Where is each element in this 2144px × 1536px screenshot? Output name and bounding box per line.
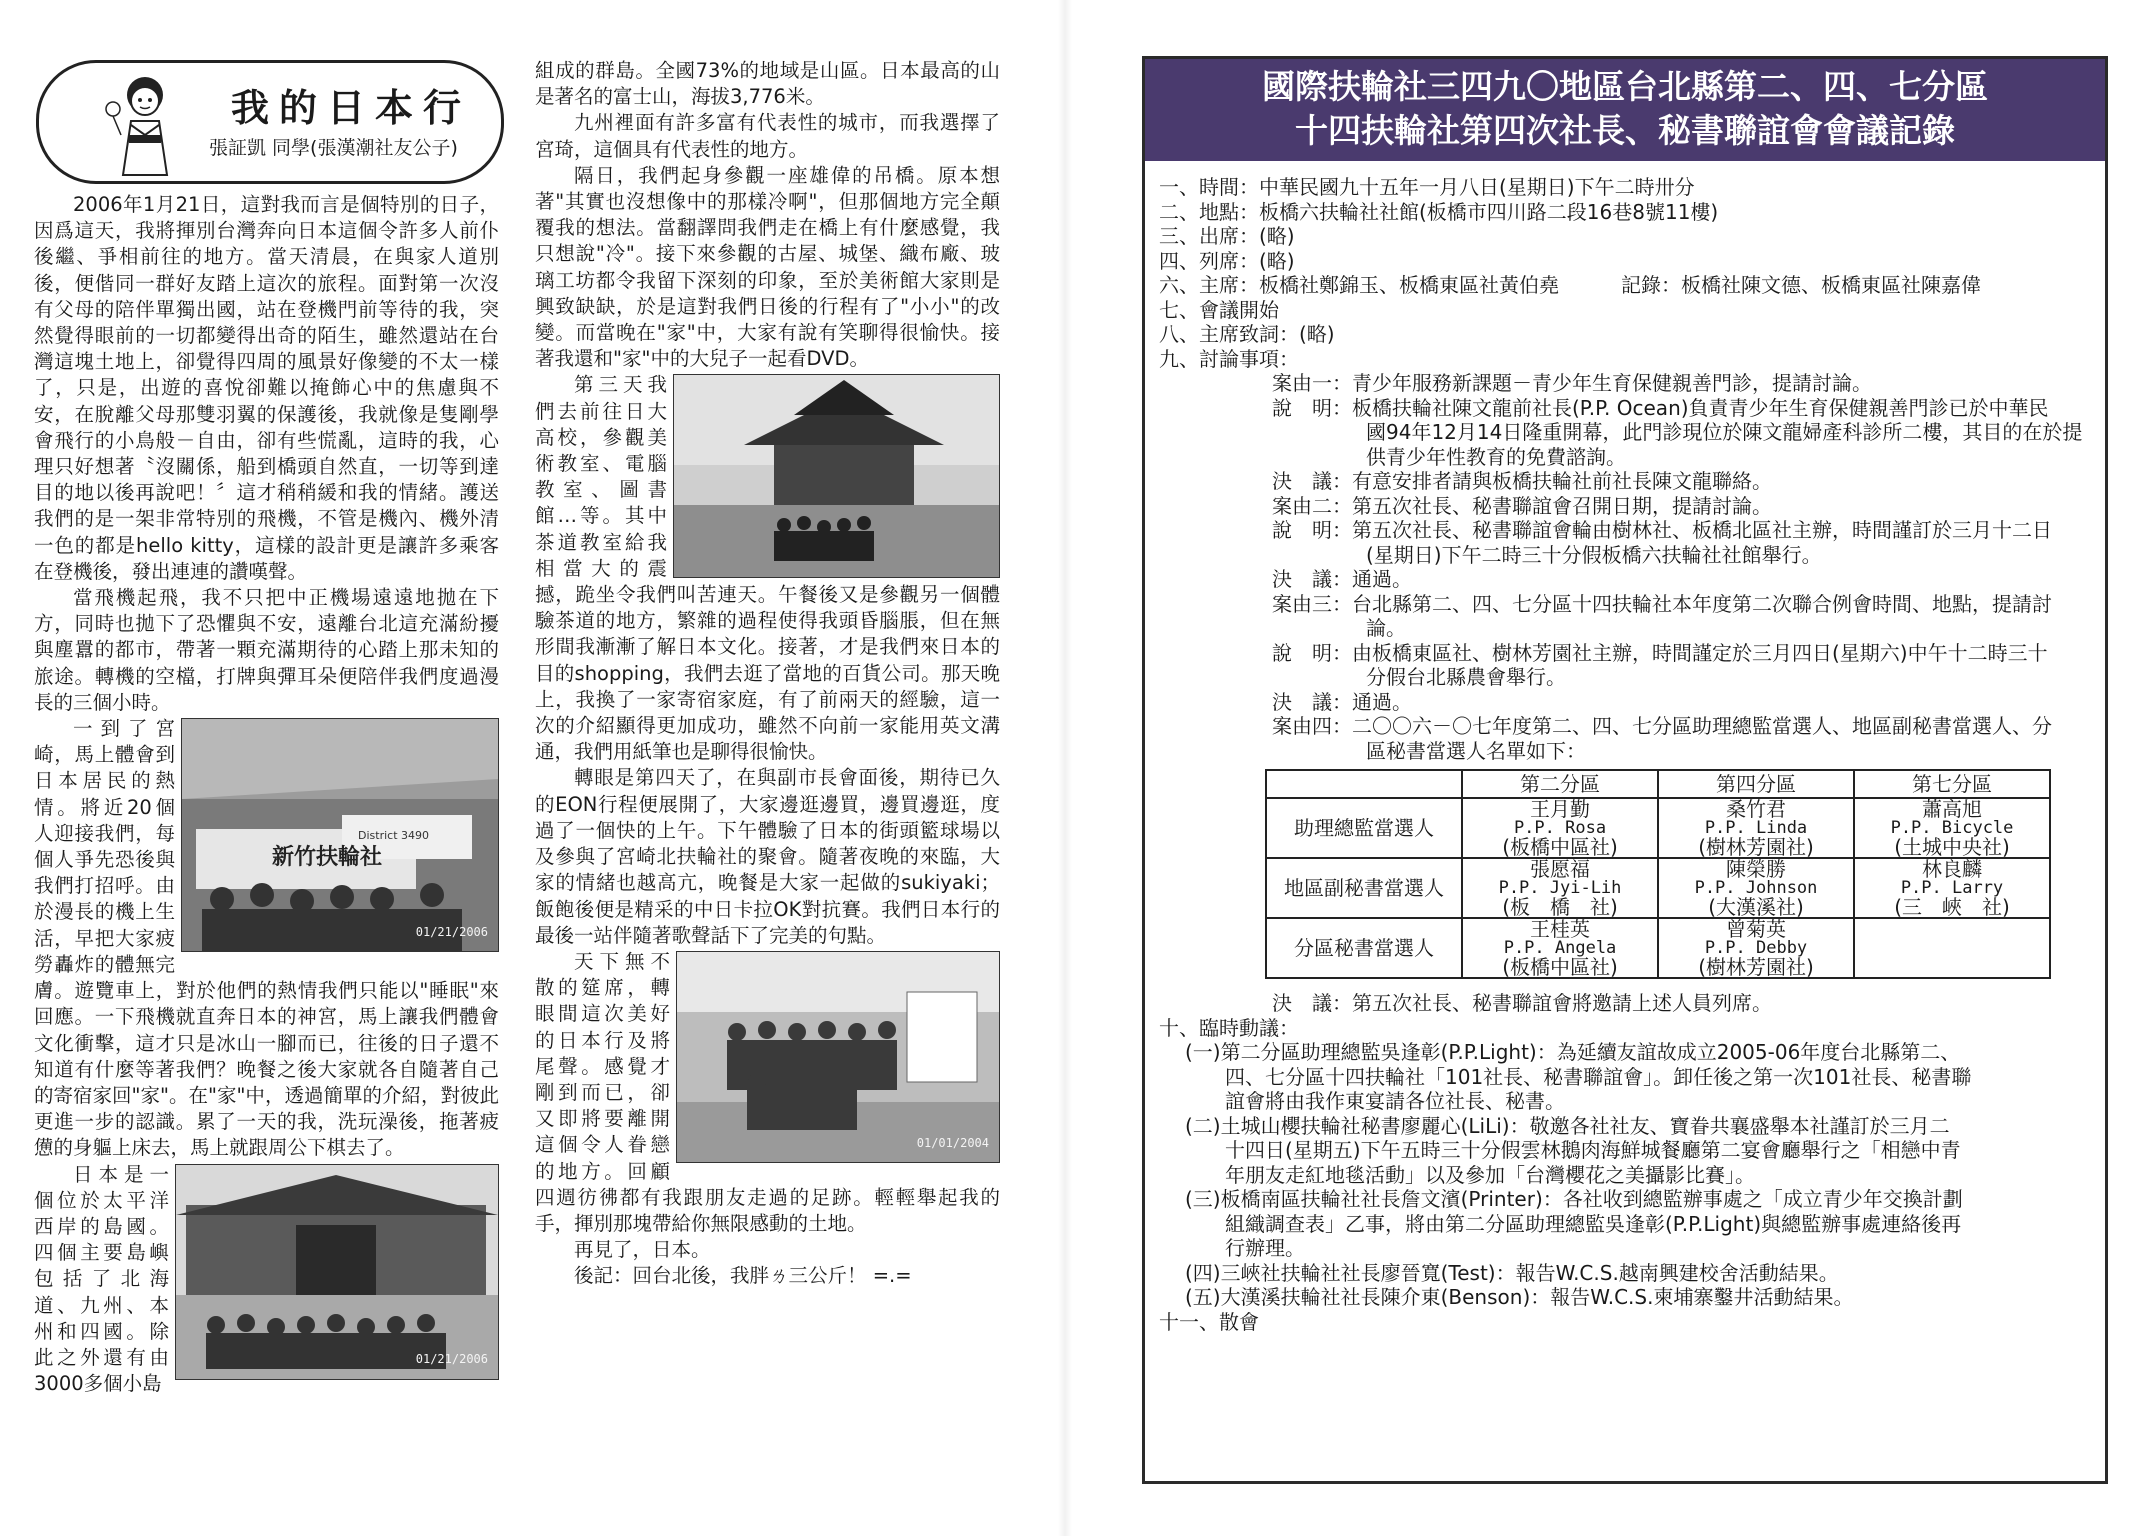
paragraph: 組成的群島。全國73%的地域是山區。日本最高的山是著名的富士山，海拔3,776米。	[535, 59, 1000, 109]
banner-text: 新竹扶輪社	[272, 845, 383, 871]
table-row	[1266, 918, 2050, 978]
paragraph: 日本是一個位於太平洋西岸的島國。四個主要島嶼包括了北海道、九州、本州和四國。除此之外還有由3000多個小島	[34, 1162, 169, 1396]
case-3-explanation: 說 明：由板橋東區社、樹林芳園社主辦，時間謹定於三月四日(星期六)中午十二時三十	[1272, 640, 2048, 665]
minutes-body: 一、時間：中華民國九十五年一月八日(星期日)下午二時卅分 二、地點：板橋六扶輪社社館(板橋市四川路二段16巷8號11樓) 三、出席：(略) 四、列席：(略) 六、主席：板橋社鄭錦玉、板橋東區社黃伯堯 記錄：板橋社陳文德、板橋東區社陳嘉偉 七、會議開始 八、主席致詞：(略) 九、討論事項： 案由一：青少年服務新課題－青少年生育保健親善門診，提請討論。 說 明：板橋扶輪社陳文龍前社長(P.P. Ocean)負責青少年生育保健親善門診已於中華民 國94年12月14日隆重開幕，此門診現位於陳文龍婦產科診所二樓，其目的在於提 供青少年性教育的免費諮詢。 決 議：有意安排者請與板橋扶輪社前社長陳文龍聯絡。 案由二：第五次社長、秘書聯誼會召開日期，提請討論。 說 明：第五次社長、秘書聯誼會輪由樹林社、板橋北區社主辦，時間謹訂於三月十二日 (星期日)下午二時三十分假板橋六扶輪社社館舉行。 決 議：通過。 案由三：台北縣第二、四、七分區十四扶輪社本年度第二次聯合例會時間、地點，提請討 論。 說 明：由板橋東區社、樹林芳園社主辦，時間謹定於三月四日(星期六)中午十二時三十 分假台北縣農會舉行。 決 議：通過。 案由四：二〇〇六－〇七年度第二、四、七分區助理總監當選人、地區副秘書當選人、分 區秘書當選人名單如下： 第二分區 第四分區 第七分區 助理總監當選人 王月勤 P.P. Rosa (板橋中區社) 桑竹君 P.P. Linda (樹林芳園社) 蕭高旭 P.P. Bicycle (土城中央社) 地區副秘書當選人 張愿福 P.P. Jyi-Lih (板 橋 社) 陳榮勝 P.P. Johnson (大漢溪社) 林良麟 P.P. Larry (三 峽 社) 分區秘書當選人 王桂英 P.P. Angela (板橋中區社) 曾菊英 P.P. Debby (樹林芳園社) 決 議：第五次社長、秘書聯誼會將邀請上述人員列席。 十、臨時動議： (一)第二分區助理總監吳逢彰(P.P.Light)：為延續友誼故成立2005-06年度台北縣第二、 四、七分區十四扶輪社「101社長、秘書聯誼會」。卸任後之第一次101社長、秘書聯 誼會將由我作東宴請各位社長、秘書。 (二)土城山櫻扶輪社秘書廖麗心(LiLi)：敬邀各社社友、寶眷共襄盛舉本社謹訂於三月二 十四日(星期五)下午五時三十分假雲林鵝肉海鮮城餐廳第二宴會廳舉行之「相戀中青 年朋友走紅地毯活動」以及參加「台灣櫻花之美攝影比賽」。 (三)板橋南區扶輪社社長詹文濱(Printer)：各社收到總監辦事處之「成立青少年交換計劃 組織調查表」乙事，將由第二分區助理總監吳逢彰(P.P.Light)與總監辦事處連絡後再 行辦理。 (四)三峽社扶輪社社長廖晉寬(Test)：報告W.C.S.越南興建校舍活動結果。 (五)大漢溪扶輪社社長陳介東(Benson)：報告W.C.S.柬埔寨鑿井活動結果。 十一、散會	[1159, 175, 2089, 1334]
item-open: 七、會議開始	[1159, 297, 1279, 322]
paragraph: 九州裡面有許多富有代表性的城市，而我選擇了宮琦，這個具有代表性的地方。	[535, 111, 1000, 161]
welcome-photo-image	[182, 719, 498, 951]
meeting-adjourned: 十一、散會	[1159, 1309, 1259, 1334]
article-title: 我的日本行	[231, 85, 472, 130]
article-column-1	[34, 192, 499, 1397]
role-cell: 分區秘書當選人	[1266, 918, 1462, 978]
candidate-cell: 林良麟 P.P. Larry (三 峽 社)	[1854, 858, 2050, 918]
photo-castle-group	[673, 374, 1000, 578]
case-4: 案由四：二〇〇六－〇七年度第二、四、七分區助理總監當選人、地區副秘書當選人、分	[1272, 714, 2052, 738]
item-chair: 六、主席：板橋社鄭錦玉、板橋東區社黃伯堯 記錄：板橋社陳文德、板橋東區社陳嘉偉	[1159, 273, 1981, 297]
district-text: District 3490	[358, 829, 430, 843]
minutes-title-line-1: 國際扶輪社三四九〇地區台北縣第二、四、七分區	[1262, 67, 1988, 106]
item-recorder: 記錄：	[1621, 273, 1681, 297]
photo-welcome-banner	[181, 718, 499, 952]
temporary-motions-heading: 十、臨時動議：	[1159, 1015, 1299, 1040]
candidate-cell: 王桂英 P.P. Angela (板橋中區社)	[1462, 918, 1658, 978]
table-row	[1266, 798, 2050, 858]
paragraph: 當飛機起飛，我不只把中正機場遠遠地拋在下方，同時也拋下了恐懼與不安，遠離台北這充滿紛擾與塵囂的都市，帶著一顆充滿期待的心踏上那未知的旅途。轉機的空檔，打牌與彈耳朵便陪伴我們度過漫長的三個小時。	[34, 586, 499, 714]
article-page	[0, 0, 1045, 1536]
paragraph: 天下無不散的筵席，轉眼間這次美好的日本行及將尾聲。感覺才剛到而已，卻又即將要離開這個令人眷戀的地方。回顧四週彷彿都有我跟朋友走過的足跡。輕輕舉起我的手，揮別那塊帶給你無限感動的土地。	[535, 949, 1000, 1235]
kimono-girl-illustration	[99, 71, 191, 177]
item-discussion: 九、討論事項：	[1159, 346, 1299, 371]
castle-photo-image	[674, 375, 999, 577]
table-header-row	[1266, 770, 2050, 798]
table-row	[1266, 858, 2050, 918]
photo-tatami-group	[676, 951, 1000, 1163]
table-header: 第四分區	[1658, 770, 1854, 798]
item-time: 一、時間：中華民國九十五年一月八日(星期日)下午二時卅分	[1159, 175, 1695, 199]
photo-shrine-group	[175, 1164, 499, 1380]
minutes-page	[1085, 0, 2144, 1536]
minutes-frame	[1142, 56, 2108, 1484]
candidate-cell: 蕭高旭 P.P. Bicycle (土城中央社)	[1854, 798, 2050, 858]
article-title-plaque	[36, 60, 504, 184]
case-3: 案由三：台北縣第二、四、七分區十四扶輪社本年度第二次聯合例會時間、地點，提請討	[1272, 591, 2052, 616]
case-3-resolution: 決 議：通過。	[1272, 689, 1412, 714]
case-2-explanation: 說 明：第五次社長、秘書聯誼會輪由樹林社、板橋北區社主辦，時間謹訂於三月十二日	[1272, 518, 2052, 542]
candidate-cell: 桑竹君 P.P. Linda (樹林芳園社)	[1658, 798, 1854, 858]
case-1-resolution: 決 議：有意安排者請與板橋扶輪社前社長陳文龍聯絡。	[1272, 469, 1772, 493]
item-speech: 八、主席致詞：(略)	[1159, 322, 1335, 346]
role-cell: 助理總監當選人	[1266, 798, 1462, 858]
motion-5: (五)大漢溪扶輪社社長陳介東(Benson)：報告W.C.S.柬埔寨鑿井活動結果。	[1185, 1285, 1854, 1309]
paragraph: 隔日，我們起身參觀一座雄偉的吊橋。原本想著"其實也沒想像中的那樣冷啊"，但那個地方完全顛覆我的想法。當翻譯問我們走在橋上有什麼感覺，我只想說"冷"。接下來參觀的古屋、城堡、織布廠、玻璃工坊都令我留下深刻的印象，至於美術館大家則是興致缺缺，於是這對我們日後的行程有了"小小"的改變。而當晚在"家"中，大家有說有笑聊得很愉快。接著我還和"家"中的大兒子一起看DVD。	[535, 163, 1000, 371]
paragraph: 轉眼是第四天了，在與副市長會面後，期待已久的EON行程便展開了，大家邊逛邊買，邊買邊逛，度過了一個快的上午。下午體驗了日本的街頭籃球場以及參與了宮崎北扶輪社的聚會。隨著夜晚的來臨，大家的情緒也越高亢，晚餐是大家一起做的sukiyaki；飯飽後便是精采的中日卡拉OK對抗賽。我們日本行的最後一站伴隨著歌聲話下了完美的句點。	[535, 766, 1000, 947]
page-fold	[1058, 0, 1072, 1536]
case-1: 案由一：青少年服務新課題－青少年生育保健親善門診，提請討論。	[1272, 371, 1872, 395]
paragraph: 2006年1月21日，這對我而言是個特別的日子，因爲這天，我將揮別台灣奔向日本這個令許多人前仆後繼、爭相前往的地方。當天清晨，在與家人道別後，便偕同一群好友踏上這次的旅程。面對第一次沒有父母的陪伴單獨出國，站在登機門前等待的我，突然覺得眼前的一切都變得出奇的陌生，雖然還站在台灣這塊土地上，卻覺得四周的風景好像變的不太一樣了，只是，出遊的喜悅卻難以掩飾心中的焦慮與不安，在脫離父母那雙羽翼的保護後，我就像是隻剛學會飛行的小鳥般－自由，卻有些慌亂，這時的我，心理只好想著〝沒關係，船到橋頭自然直，一切等到達目的地以後再說吧！〞這才稍稍緩和我的情緒。護送我們的是一架非常特別的飛機，不管是機內、機外清一色的都是hello kitty，這樣的設計更是讓許多乘客在登機後，發出連連的讚嘆聲。	[34, 193, 499, 583]
article-column-2	[535, 58, 1000, 1290]
item-observers: 四、列席：(略)	[1159, 248, 1295, 273]
role-cell: 地區副秘書當選人	[1266, 858, 1462, 918]
candidate-cell: 陳榮勝 P.P. Johnson (大漢溪社)	[1658, 858, 1854, 918]
table-header: 第二分區	[1462, 770, 1658, 798]
article-byline: 張証凱 同學(張漢潮社友公子)	[209, 137, 458, 159]
table-header	[1266, 770, 1462, 798]
paragraph: 第三天我們去前往日大高校，參觀美術教室、電腦教室、圖書館…等。其中茶道教室給我相當大的震撼，跪坐令我們叫苦連天。午餐後又是參觀另一個體驗茶道的地方，繁雜的過程使得我頭昏腦脹，但在無形間我漸漸了解日本文化。接著，才是我們來日本的目的shopping，我們去逛了當地的百貨公司。那天晚上，我換了一家寄宿家庭，有了前兩天的經驗，這一次的介紹顯得更加成功，雖然不向前一家能用英文溝通，我們用紙筆也是聊得很愉快。	[535, 373, 1000, 764]
case-1-explanation: 說 明：板橋扶輪社陳文龍前社長(P.P. Ocean)負責青少年生育保健親善門診已於中華民	[1272, 395, 2049, 420]
motion-1: (一)第二分區助理總監吳逢彰(P.P.Light)：為延續友誼故成立2005-06年度台北縣第二、	[1185, 1040, 1961, 1064]
photo-date-stamp: 01/21/2006	[415, 924, 488, 939]
motion-3: (三)板橋南區扶輪社社長詹文濱(Printer)：各社收到總監辦事處之「成立青少年交換計劃	[1185, 1187, 1963, 1211]
motion-2: (二)土城山櫻扶輪社秘書廖麗心(LiLi)：敬邀各社社友、寶眷共襄盛舉本社謹訂於三月二	[1185, 1113, 1950, 1138]
photo-date-stamp: 01/01/2004	[916, 1135, 989, 1150]
item-attendance: 三、出席：(略)	[1159, 224, 1295, 248]
case-2: 案由二：第五次社長、秘書聯誼會召開日期，提請討論。	[1272, 493, 1772, 518]
paragraph: 一到了宮崎，馬上體會到日本居民的熱情。將近20個人迎接我們，每個人爭先恐後與我們打招呼。由於漫長的機上生活，早把大家疲勞轟炸的體無完膚。遊覽車上，對於他們的熱情我們只能以"睡眠"來回應。一下飛機就直奔日本的神宮，馬上讓我們體會文化衝擊，這才只是冰山一腳而已，往後的日子還不知道有什麼等著我們？晚餐之後大家就各自隨著自己的寄宿家回"家"。在"家"中，透過簡單的介紹，對彼此更進一步的認識。累了一天的我，洗玩澡後，拖著疲憊的身軀上床去，馬上就跟周公下棋去了。	[34, 717, 499, 1160]
candidate-cell: 王月勤 P.P. Rosa (板橋中區社)	[1462, 798, 1658, 858]
photo-date-stamp: 01/21/2006	[415, 1352, 488, 1367]
case-2-resolution: 決 議：通過。	[1272, 567, 1412, 591]
paragraph: 後記：回台北後，我胖ㄌ三公斤！ =.=	[574, 1264, 912, 1288]
candidates-table	[1265, 769, 2051, 979]
table-header: 第七分區	[1854, 770, 2050, 798]
minutes-title	[1145, 59, 2105, 161]
paragraph: 再見了，日本。	[574, 1238, 711, 1262]
candidate-cell: 曾菊英 P.P. Debby (樹林芳園社)	[1658, 918, 1854, 978]
item-place: 二、地點：板橋六扶輪社社館(板橋市四川路二段16巷8號11樓)	[1159, 199, 1719, 224]
candidate-cell: 張愿福 P.P. Jyi-Lih (板 橋 社)	[1462, 858, 1658, 918]
motion-4: (四)三峽社扶輪社社長廖晉寬(Test)：報告W.C.S.越南興建校舍活動結果。	[1185, 1260, 1839, 1285]
minutes-title-line-2: 十四扶輪社第四次社長、秘書聯誼會會議記錄	[1295, 111, 1955, 150]
candidate-cell	[1854, 918, 2050, 978]
case-4-resolution: 決 議：第五次社長、秘書聯誼會將邀請上述人員列席。	[1272, 991, 1772, 1015]
